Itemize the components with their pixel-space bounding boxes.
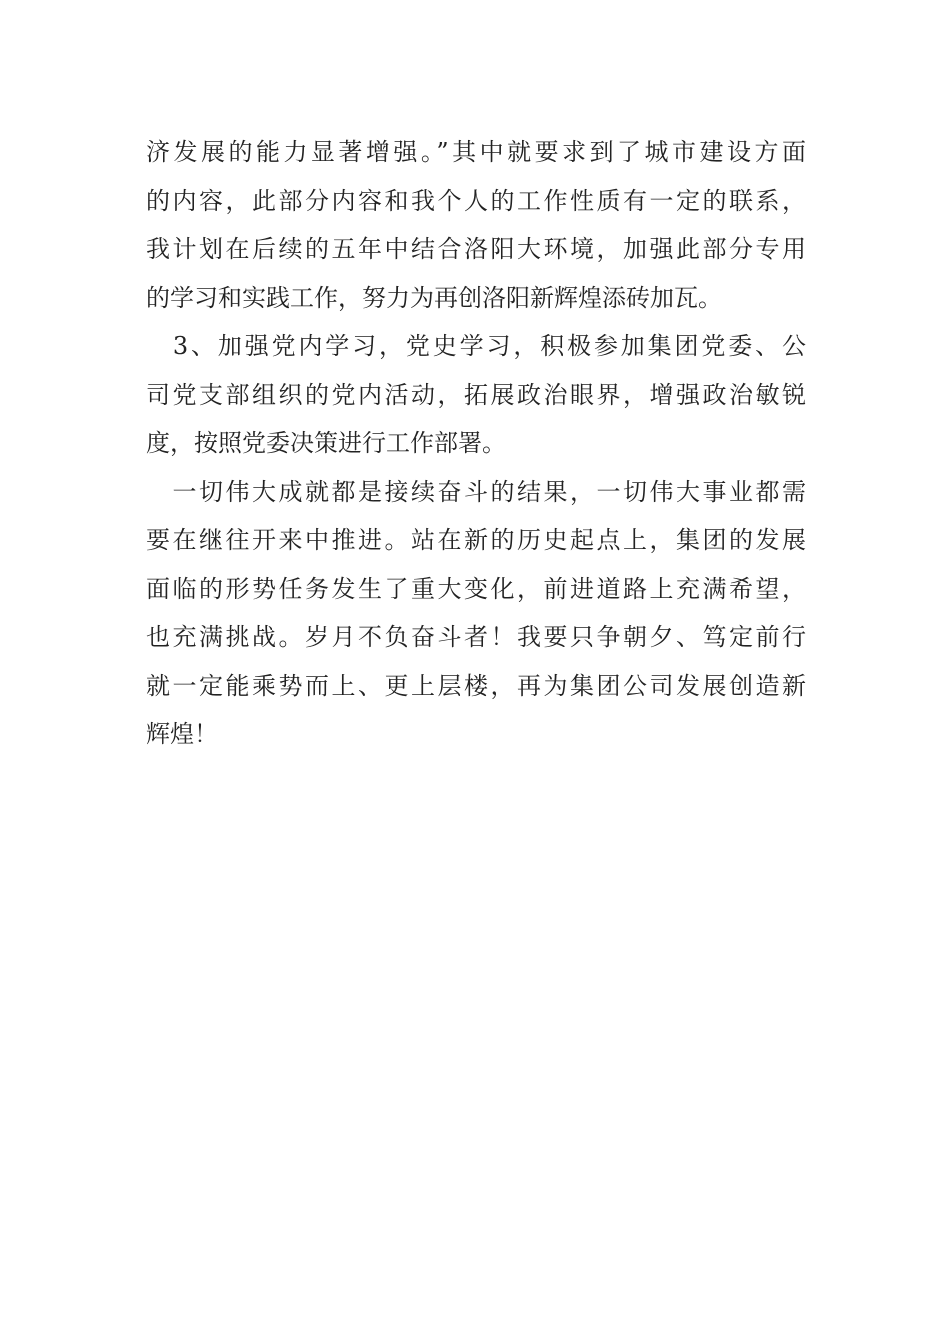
text-line: 度，按照党委决策进行工作部署。 <box>146 429 506 457</box>
text-line: 的学习和实践工作，努力为再创洛阳新辉煌添砖加瓦。 <box>146 283 722 312</box>
text-line: 就一定能乘势而上、更上层楼，再为集团公司发展创造新 <box>146 671 806 700</box>
text-line: 3、加强党内学习，党史学习，积极参加集团党委、公 <box>146 332 806 360</box>
text-line: 济发展的能力显著增强。”其中就要求到了城市建设方面 <box>146 138 806 166</box>
paragraph-conclusion <box>146 468 806 759</box>
text-line: 也充满挑战。岁月不负奋斗者！我要只争朝夕、笃定前行 <box>146 623 806 651</box>
paragraph-city-construction <box>146 128 806 322</box>
text-line: 司党支部组织的党内活动，拓展政治眼界，增强政治敏锐 <box>146 380 806 409</box>
text-line: 面临的形势任务发生了重大变化，前进道路上充满希望， <box>146 574 806 603</box>
document-body <box>146 128 806 759</box>
text-line: 我计划在后续的五年中结合洛阳大环境，加强此部分专用 <box>146 235 806 263</box>
text-line: 辉煌！ <box>146 720 218 748</box>
text-line: 一切伟大成就都是接续奋斗的结果，一切伟大事业都需 <box>146 477 806 506</box>
text-line: 的内容，此部分内容和我个人的工作性质有一定的联系， <box>146 186 806 215</box>
paragraph-party-study <box>146 322 806 468</box>
text-line: 要在继往开来中推进。站在新的历史起点上，集团的发展 <box>146 526 806 554</box>
